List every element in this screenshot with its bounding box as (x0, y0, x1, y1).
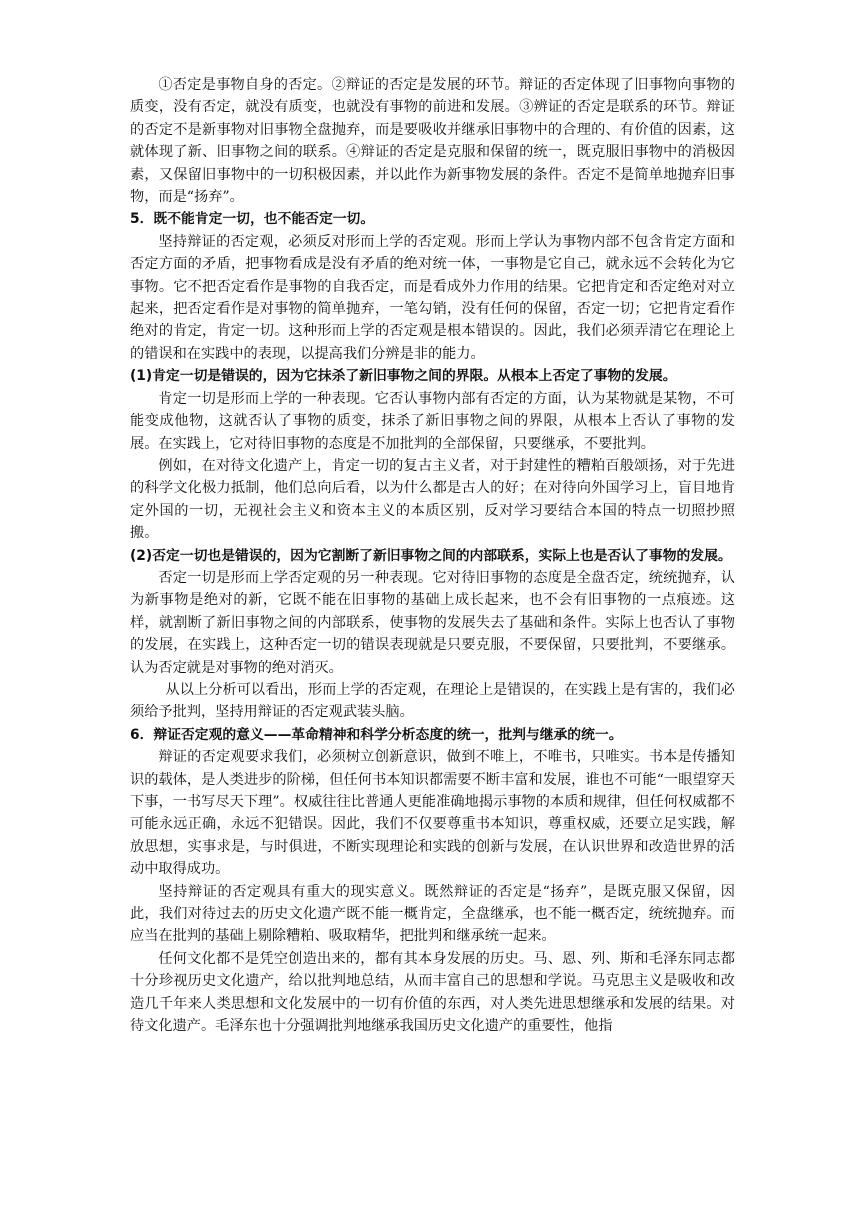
paragraph-innovation-requirement: 辩证的否定观要求我们，必须树立创新意识，做到不唯上，不唯书，只唯实。书本是传播知识的载体，是人类进步的阶梯，但任何书本知识都需要不断丰富和发展，谁也不可能“一眼望穿天下事，一书写尽天下理”。权威往往比普通人更能准确地揭示事物的本质和规律，但任何权威都不可能永远正确，永远不犯错误。因此，我们不仅要尊重书本知识，尊重权威，还要立足实践，解放思想，实事求是，与时俱进，不断实现理论和实践的创新与发展，在认识世界和改造世界的活动中取得成功。 (130, 749, 735, 878)
paragraph-analysis-conclusion: 从以上分析可以看出，形而上学的否定观，在理论上是错误的，在实践上是有害的，我们必须给予批判，坚持用辩证的否定观武装头脑。 (130, 681, 735, 721)
paragraph-affirm-all-explanation: 肯定一切是形而上学的一种表现。它否认事物内部有否定的方面，认为某物就是某物，不可能变成他物，这就否认了事物的质变，抹杀了新旧事物之间的界限，从根本上否认了事物的发展。在实践上，它对待旧事物的态度是不加批判的全部保留，只要继承，不要批判。 (130, 390, 735, 452)
paragraph-metaphysical-negation: 坚持辩证的否定观，必须反对形而上学的否定观。形而上学认为事物内部不包含肯定方面和否定方面的矛盾，把事物看成是没有矛盾的绝对统一体，一事物是它自己，就永远不会转化为它事物。它不把否定看作是事物的自我否定，而是看成外力作用的结果。它把肯定和否定绝对对立起来，把否定看作是对事物的简单抛弃，一笔勾销，没有任何的保留，否定一切；它把肯定看作绝对的肯定，肯定一切。这种形而上学的否定观是根本错误的。因此，我们必须弄清它在理论上的错误和在实践中的表现，以提高我们分辨是非的能力。 (130, 233, 735, 362)
paragraph-practical-significance: 坚持辩证的否定观具有重大的现实意义。既然辩证的否定是“扬弃”，是既克服又保留，因此，我们对待过去的历史文化遗产既不能一概肯定，全盘继承，也不能一概否定，统统抛弃。而应当在批判的基础上剔除糟粕、吸取精华，把批判和继承统一起来。 (130, 883, 735, 945)
section-heading-6: 6．辩证否定观的意义——革命精神和科学分析态度的统一，批判与继承的统一。 (130, 726, 623, 743)
paragraph-dialectical-negation-points: ①否定是事物自身的否定。②辩证的否定是发展的环节。辩证的否定体现了旧事物向事物的质变，没有否定，就没有质变，也就没有事物的前进和发展。③辨证的否定是联系的环节。辩证的否定不是新事物对旧事物全盘抛弃，而是要吸收并继承旧事物中的合理的、有价值的因素，这就体现了新、旧事物之间的联系。④辩证的否定是克服和保留的统一，既克服旧事物中的消极因素，又保留旧事物中的一切积极因素，并以此作为新事物发展的条件。否定不是简单地抛弃旧事物，而是“扬弃”。 (130, 77, 735, 206)
paragraph-affirm-all-example: 例如，在对待文化遗产上，肯定一切的复古主义者，对于封建性的糟粕百般颂扬，对于先进的科学文化极力抵制，他们总向后看，以为什么都是古人的好；在对待向外国学习上，盲目地肯定外国的一切，无视社会主义和资本主义的本质区别，反对学习要结合本国的特点一切照抄照搬。 (130, 457, 735, 542)
document-body (130, 74, 735, 1037)
subheading-affirm-all: (1)肯定一切是错误的，因为它抹杀了新旧事物之间的界限。从根本上否定了事物的发展。 (130, 368, 677, 385)
subheading-negate-all: (2)否定一切也是错误的，因为它割断了新旧事物之间的内部联系，实际上也是否认了事物的发展。 (130, 547, 732, 564)
paragraph-cultural-heritage: 任何文化都不是凭空创造出来的，都有其本身发展的历史。马、恩、列、斯和毛泽东同志都十分珍视历史文化遗产，给以批判地总结，从而丰富自己的思想和学说。马克思主义是吸收和改造几千年来人类思想和文化发展中的一切有价值的东西，对人类先进思想继承和发展的结果。对待文化遗产。毛泽东也十分强调批判地继承我国历史文化遗产的重要性，他指 (130, 950, 735, 1035)
section-heading-5: 5．既不能肯定一切，也不能否定一切。 (130, 211, 375, 228)
paragraph-negate-all-explanation: 否定一切是形而上学否定观的另一种表现。它对待旧事物的态度是全盘否定，统统抛弃，认为新事物是绝对的新，它既不能在旧事物的基础上成长起来，也不会有旧事物的一点痕迹。这样，就割断了新旧事物之间的内部联系，使事物的发展失去了基础和条件。实际上也否认了事物的发展，在实践上，这种否定一切的错误表现就是只要克服，不要保留，只要批判，不要继承。认为否定就是对事物的绝对消灭。 (130, 569, 735, 676)
